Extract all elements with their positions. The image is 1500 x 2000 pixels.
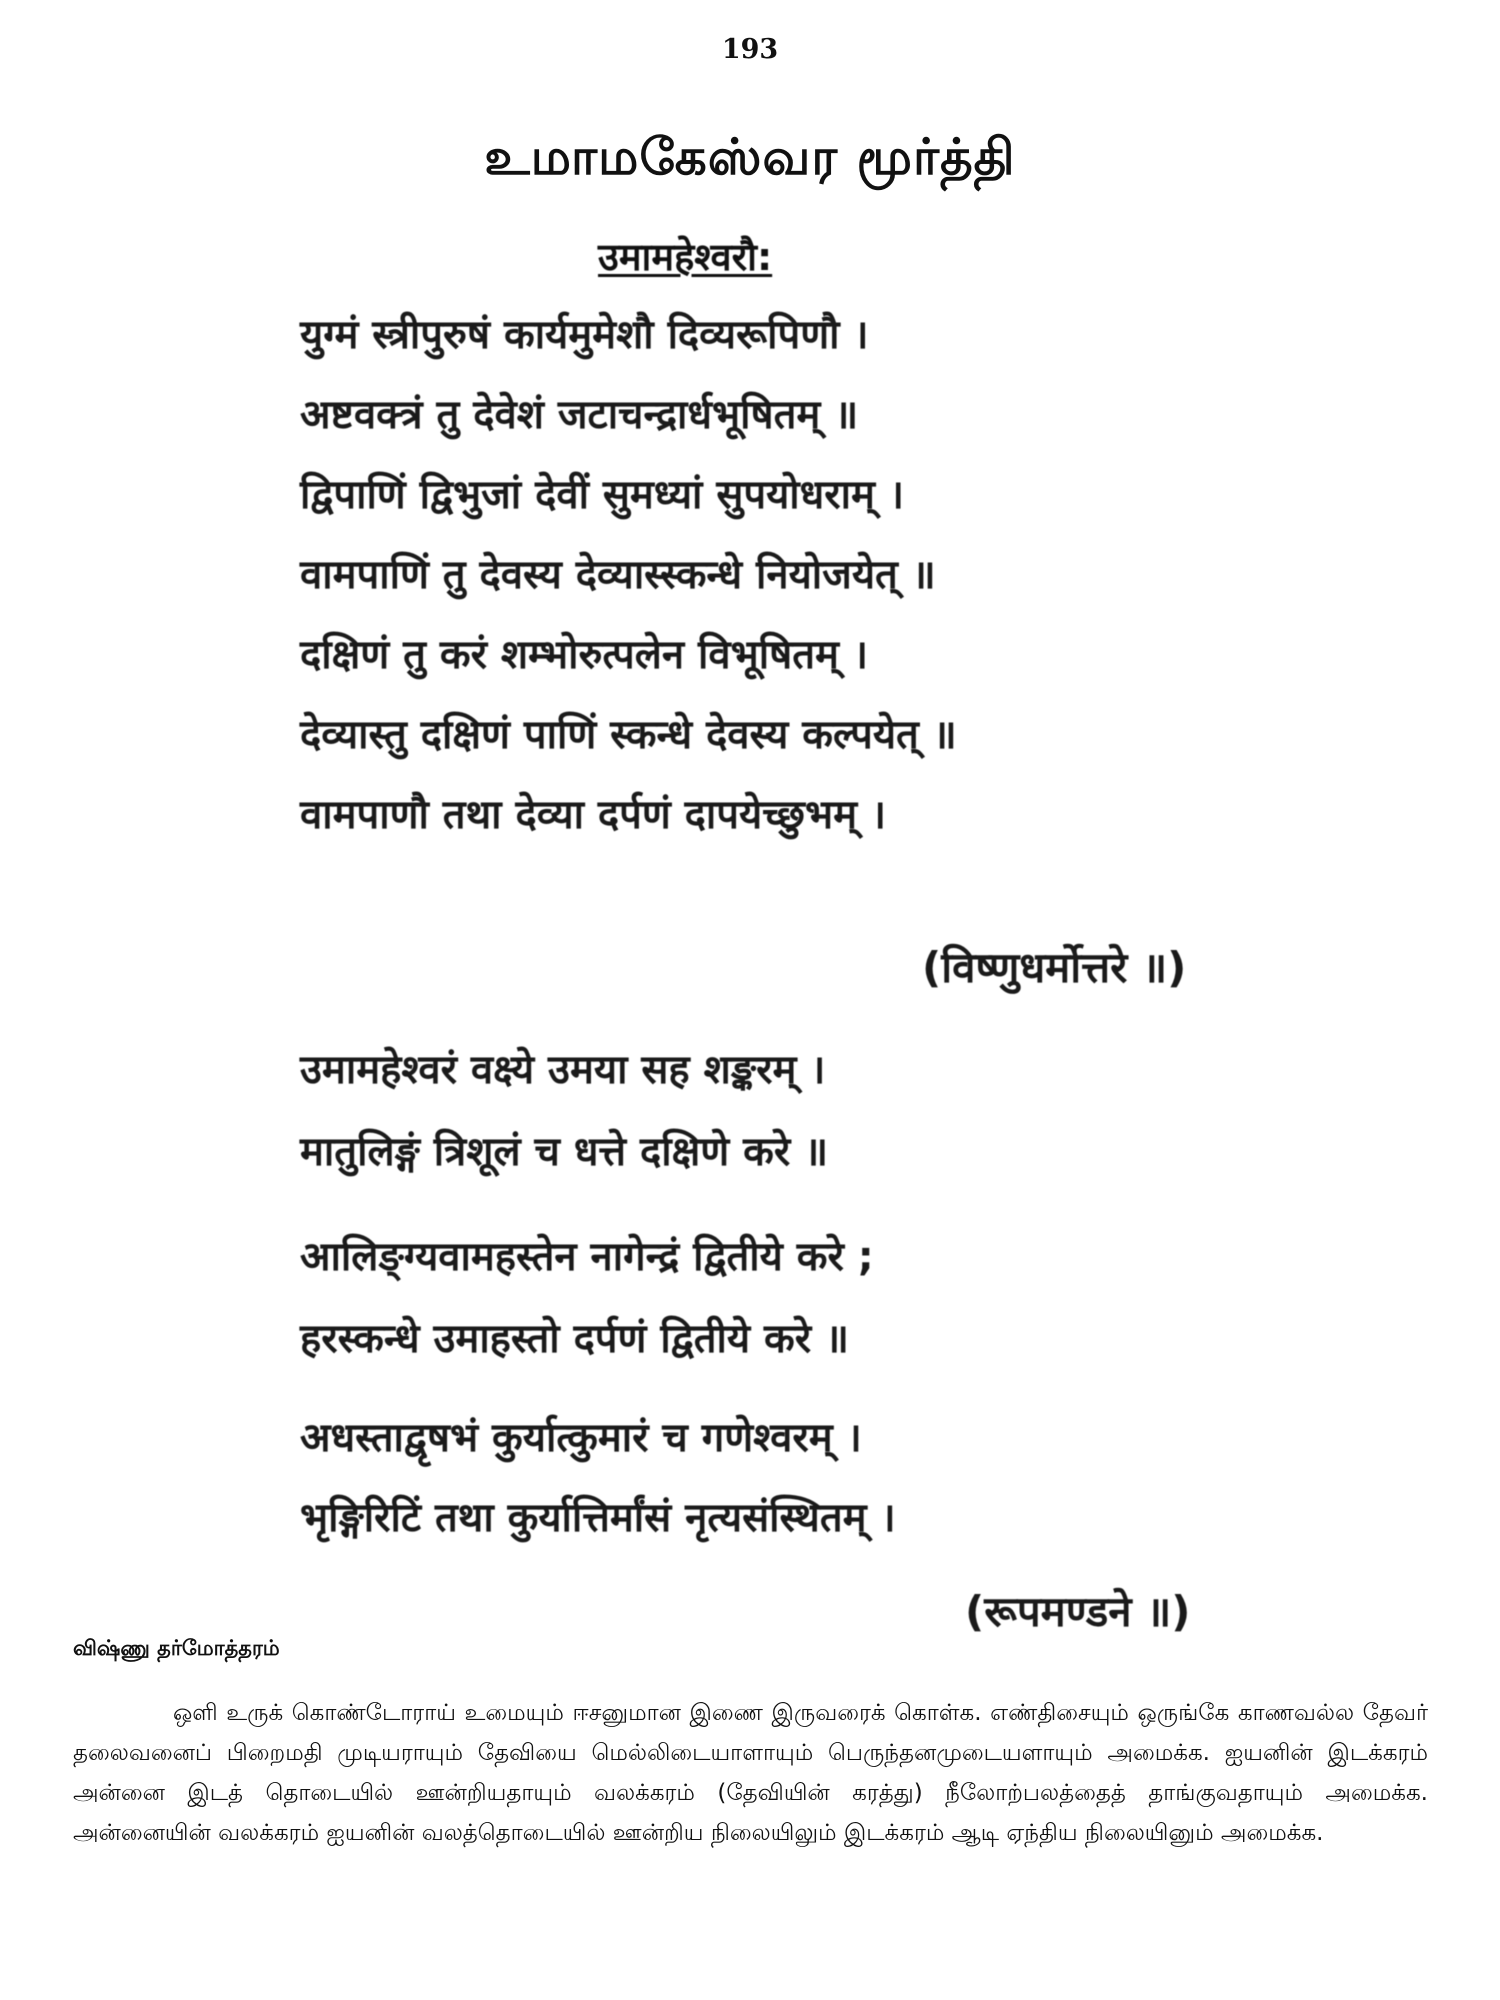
verse-line: मातुलिङ्गं त्रिशूलं च धत्ते दक्षिणे करे ॥ — [300, 1129, 829, 1175]
source-citation: (रूपमण्डने ॥) — [965, 1587, 1191, 1636]
verse-line: द्विपाणिं द्विभुजां देवीं सुमध्यां सुपयोधराम् । — [300, 472, 904, 518]
verse-line: आलिङ्ग्यवामहस्तेन नागेन्द्रं द्वितीये करे ; — [300, 1234, 874, 1280]
verse-line: वामपाणौ तथा देव्या दर्पणं दापयेच्छुभम् । — [300, 792, 887, 838]
verse-line: अष्टवक्त्रं तु देवेशं जटाचन्द्रार्धभूषितम् ॥ — [300, 392, 859, 438]
source-citation: (विष्णुधर्मोत्तरे ॥) — [922, 943, 1187, 992]
verse-line: वामपाणिं तु देवस्य देव्यास्स्कन्धे नियोजयेत् ॥ — [300, 552, 936, 598]
verse-line: अधस्ताद्वृषभं कुर्यात्कुमारं च गणेश्वरम् । — [300, 1415, 862, 1461]
verse-block-2 — [300, 1047, 1250, 1175]
page-title: உமாமகேஸ்வர மூர்த்தி — [484, 128, 1016, 186]
sanskrit-title: उमामहेश्वरौ: — [598, 235, 773, 279]
verse-line: दक्षिणं तु करं शम्भोरुत्पलेन विभूषितम् । — [300, 632, 869, 678]
verse-line: देव्यास्तु दक्षिणं पाणिं स्कन्धे देवस्य कल्पयेत् ॥ — [300, 712, 957, 758]
verse-block-4 — [300, 1415, 1250, 1541]
verse-block-1 — [300, 312, 1250, 838]
verse-line: युग्मं स्त्रीपुरुषं कार्यमुमेशौ दिव्यरूपिणौ । — [300, 312, 869, 358]
verse-line: भृङ्गिरिटिं तथा कुर्यात्तिर्मांसं नृत्यसंस्थितम् । — [300, 1495, 896, 1541]
verse-line: उमामहेश्वरं वक्ष्ये उमया सह शङ्करम् । — [300, 1047, 826, 1093]
tamil-paragraph: ஒளி உருக் கொண்டோராய் உமையும் ஈசனுமான இணை இருவரைக் கொள்க. எண்திசையும் ஒருங்கே காணவல்ல தேவர் தலைவனைப் பிறைமதி முடியராயும் தேவியை மெல்லிடையாளாயும் பெருந்தனமுடையளாயும் அமைக்க. ஐயனின் இடக்கரம் அன்னை இடத் தொடையில் ஊன்றியதாயும் வலக்கரம் (தேவியின் கரத்து) நீலோற்பலத்தைத் தாங்குவதாயும் அமைக்க. அன்னையின் வலக்கரம் ஐயனின் வலத்தொடையில் ஊன்றிய நிலையிலும் இடக்கரம் ஆடி ஏந்திய நிலையினும் அமைக்க. — [73, 1700, 1428, 1846]
page-number: 193 — [721, 34, 779, 65]
section-heading: விஷ்ணு தர்மோத்தரம் — [73, 1636, 280, 1660]
verse-line: हरस्कन्धे उमाहस्तो दर्पणं द्वितीये करे ॥ — [300, 1316, 849, 1362]
verse-block-3 — [300, 1234, 1250, 1362]
